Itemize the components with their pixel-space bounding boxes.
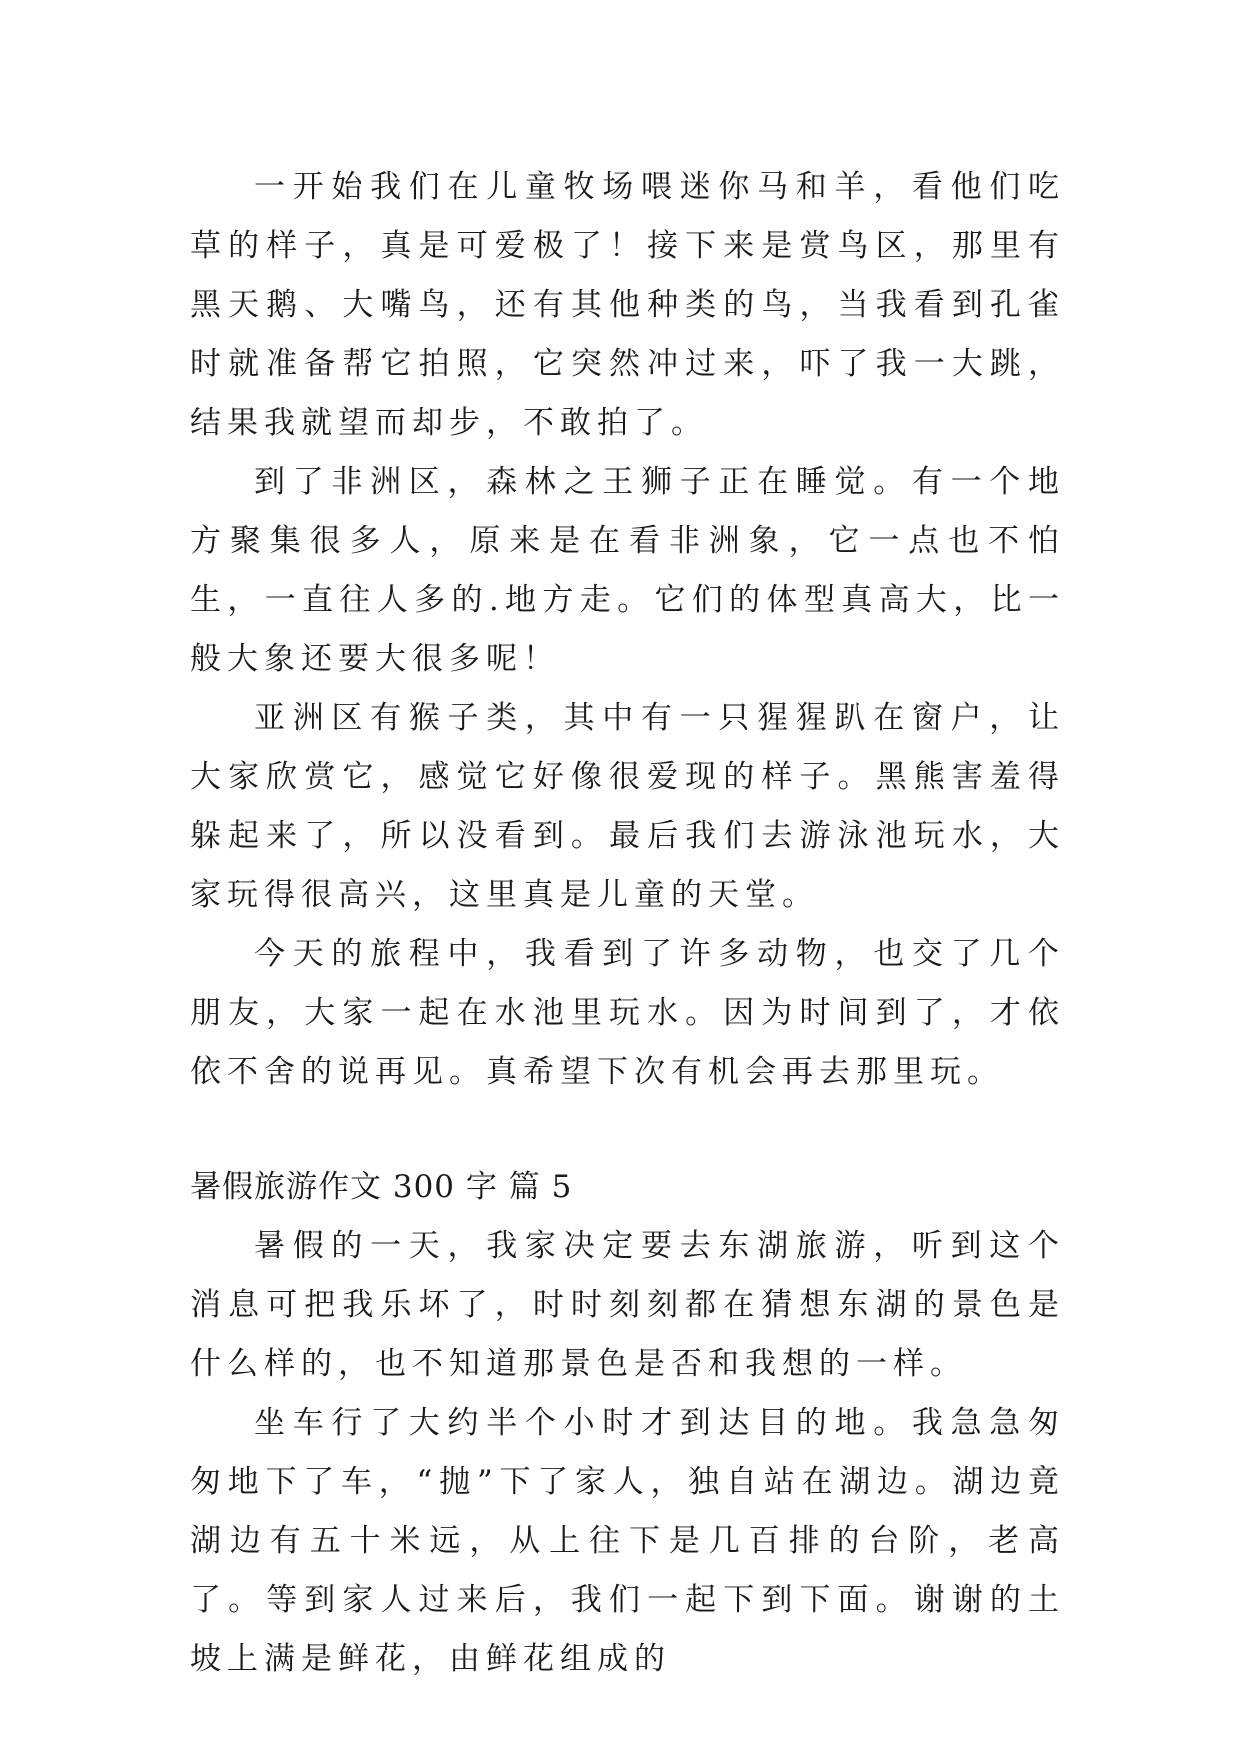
document-body: [190, 158, 1065, 1689]
paragraph-petting-farm: 一开始我们在儿童牧场喂迷你马和羊，看他们吃草的样子，真是可爱极了！接下来是赏鸟区，那里有黑天鹅、大嘴鸟，还有其他种类的鸟，当我看到孔雀时就准备帮它拍照，它突然冲过来，吓了我一大跳，结果我就望而却步，不敢拍了。: [190, 169, 1065, 441]
essay-heading: 暑假旅游作文 300 字 篇 5: [190, 1169, 573, 1205]
paragraph-trip-summary: 今天的旅程中，我看到了许多动物，也交了几个朋友，大家一起在水池里玩水。因为时间到了，才依依不舍的说再见。真希望下次有机会再去那里玩。: [190, 936, 1065, 1090]
paragraph-asia-zone: 亚洲区有猴子类，其中有一只猩猩趴在窗户，让大家欣赏它，感觉它好像很爱现的样子。黑熊害羞得躲起来了，所以没看到。最后我们去游泳池玩水，大家玩得很高兴，这里真是儿童的天堂。: [190, 700, 1065, 913]
paragraph-africa-zone: 到了非洲区，森林之王狮子正在睡觉。有一个地方聚集很多人，原来是在看非洲象，它一点也不怕生，一直往人多的.地方走。它们的体型真高大，比一般大象还要大很多呢！: [190, 464, 1065, 677]
paragraph-east-lake-intro: 暑假的一天，我家决定要去东湖旅游，听到这个消息可把我乐坏了，时时刻刻都在猜想东湖的景色是什么样的，也不知道那景色是否和我想的一样。: [190, 1228, 1065, 1382]
paragraph-arrival: 坐车行了大约半个小时才到达目的地。我急急匆匆地下了车，“抛”下了家人，独自站在湖边。湖边竟湖边有五十米远，从上往下是几百排的台阶，老高了。等到家人过来后，我们一起下到下面。谢谢的土坡上满是鲜花，由鲜花组成的: [190, 1405, 1065, 1677]
